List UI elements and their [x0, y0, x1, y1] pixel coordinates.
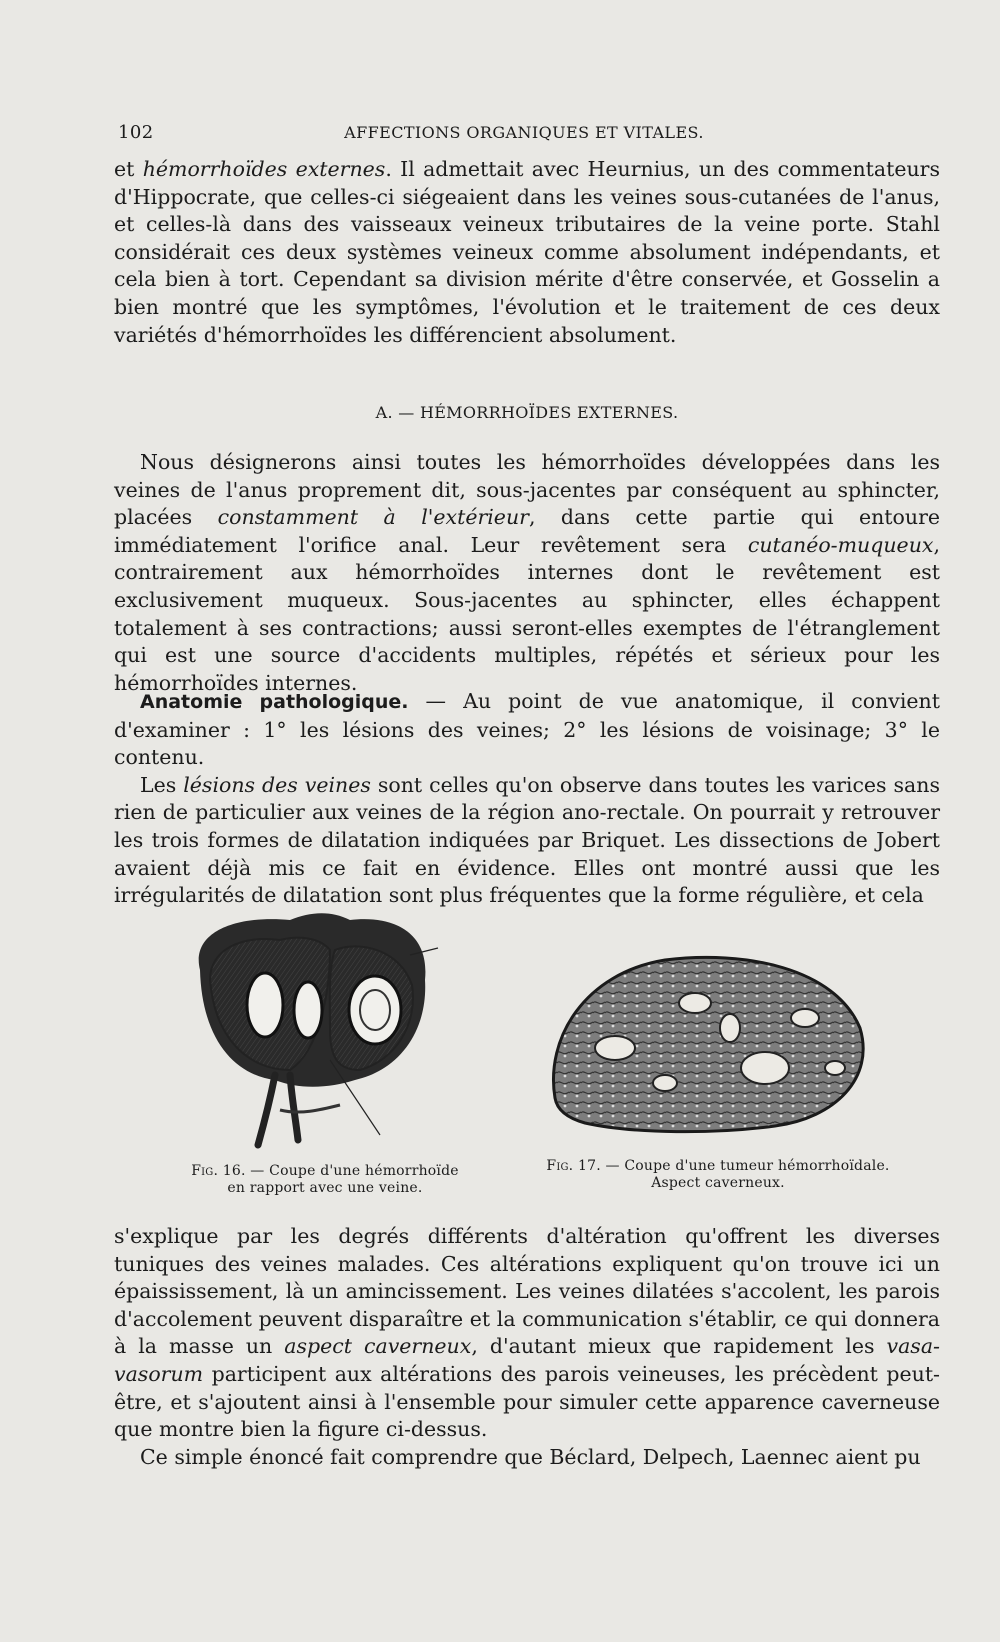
section-title: A. — HÉMORRHOÏDES EXTERNES. — [375, 403, 679, 422]
text-run: Nous désignerons ainsi toutes les hémorrhoïdes développées dans les veines de l'anus proprement dit, sous-jacentes par conséquent au sphincter, placées — [114, 450, 940, 530]
text-run: , dans cette partie qui entoure immédiatement l'orifice anal. Leur revêtement sera — [114, 505, 940, 557]
figure-label: Fig. 17. — [546, 1158, 601, 1174]
paragraph-4 — [114, 772, 940, 910]
text-run: — Au point de vue anatomique, il convient d'examiner : 1° les lésions des veines; 2° les lésions de voisinage; 3° le contenu. — [114, 689, 940, 770]
italic-run: hémorrhoïdes externes — [142, 157, 386, 181]
text-run: participent aux altérations des parois veineuses, les précèdent peut-être, et s'ajoutent ainsi à l'ensemble pour simuler cette apparence caverneuse que montre bien la figure ci-dessus. — [114, 1361, 940, 1442]
italic-run: lésions des veines — [183, 772, 371, 797]
text-run: sont celles qu'on observe dans toutes les varices sans rien de particulier aux veines de la région ano-rectale. On pourrait y retrouver les trois formes de dilatation indiquées par Briquet. Les dissections de Jobert avaient déjà mis ce fait en évidence. Elles ont montré aussi que les irrégularités de dilatation sont plus fréquentes que la forme régulière, et cela — [114, 772, 940, 908]
paragraph-6 — [114, 1444, 940, 1472]
figure-17-illustration — [545, 948, 870, 1138]
text-run: Ce simple énoncé fait comprendre que Béclard, Delpech, Laennec aient pu — [140, 1444, 921, 1469]
figure-label: Fig. 16. — [191, 1163, 246, 1179]
text-run: s'explique par les degrés différents d'altération qu'offrent les diverses tuniques des veines malades. Ces altérations expliquent qu'on trouve ici un épaississement, là un amincissement. Les veines dilatées s'accolent, les parois d'accolement peuvent disparaître et la communication s'établir, ce qui donnera à la masse un — [114, 1224, 940, 1359]
figure-16-illustration — [180, 910, 440, 1150]
caption-text: Aspect caverneux. — [651, 1175, 785, 1191]
caption-text: — Coupe d'une tumeur hémorrhoïdale. — [600, 1158, 890, 1174]
text-block-1 — [114, 156, 940, 349]
figure-16-caption — [170, 1163, 480, 1197]
text-run: , d'autant mieux que rapidement les — [471, 1334, 887, 1359]
text-run: Les — [140, 772, 184, 797]
text-run: , contrairement aux hémorrhoïdes internes dont le revêtement est exclusivement muqueux. Sous-jacentes au sphincter, elles échappent totalement à ses contractions; aussi seront-elles exemptes de l'étranglement qui est une source d'accidents multiples, répétés et sérieux pour les hémorrhoïdes internes. — [114, 532, 940, 695]
text-block-2 — [114, 449, 940, 697]
text-block-3 — [114, 688, 940, 910]
subsection-heading: Anatomie pathologique. — [140, 691, 409, 713]
italic-run: constamment à l'extérieur — [217, 505, 529, 530]
italic-run: vasa-vasorum — [114, 1334, 940, 1386]
text-run: et — [114, 157, 143, 181]
italic-run: aspect caverneux — [284, 1334, 472, 1359]
paragraph-1 — [114, 156, 940, 349]
figure-17-caption — [528, 1158, 908, 1192]
italic-run: cutanéo-muqueux — [747, 532, 934, 557]
text-block-4 — [114, 1223, 940, 1471]
paragraph-2 — [114, 449, 940, 697]
running-header — [118, 122, 940, 143]
running-title: AFFECTIONS ORGANIQUES ET VITALES. — [344, 123, 704, 142]
paragraph-5 — [114, 1223, 940, 1444]
caption-text: — Coupe d'une hémorrhoïde — [245, 1163, 459, 1179]
caption-text: en rapport avec une veine. — [227, 1180, 423, 1196]
paragraph-3 — [114, 688, 940, 772]
text-run: . Il admettait avec Heurnius, un des commentateurs d'Hippocrate, que celles-ci siégeaient dans les veines sous-cutanées de l'anus, et celles-là dans des vaisseaux veineux tributaires de la veine porte. Stahl considérait ces deux systèmes veineux comme absolument indépendants, et cela bien à tort. Cependant sa division mérite d'être conservée, et Gosselin a bien montré que les symptômes, l'évolution et le traitement de ces deux variétés d'hémorrhoïdes les différencient absolument. — [114, 157, 941, 347]
page-number: 102 — [118, 122, 154, 143]
